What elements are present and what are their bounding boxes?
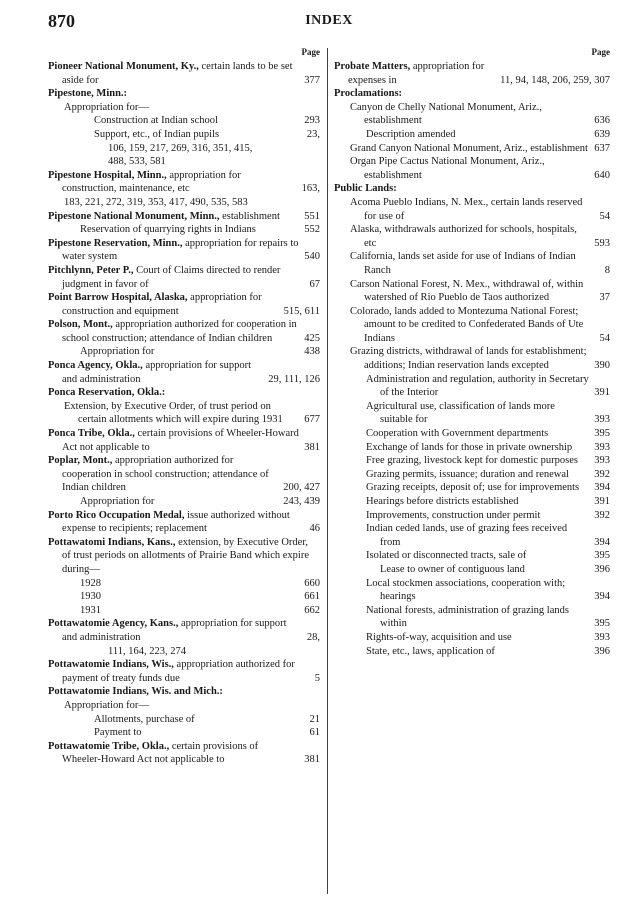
- index-entry: [48, 740, 320, 767]
- entry-text: [334, 196, 595, 223]
- entry-subject: appropriation authorized for payment of treaty funds due: [62, 659, 295, 684]
- page-reference: 46: [309, 523, 320, 535]
- entry-subject: Organ Pipe Cactus National Monument, Ariz., establishment: [350, 156, 545, 181]
- entry-text: [48, 196, 315, 210]
- index-entry: [334, 481, 610, 495]
- page-reference: 662: [304, 604, 320, 616]
- entry-text: [48, 101, 315, 115]
- entry-subject: Grazing receipts, deposit of; use for improvements: [366, 482, 580, 494]
- entry-heading: Pottawatomie Agency, Kans.,: [48, 618, 179, 630]
- index-entry: [334, 495, 610, 509]
- page-reference: 23,: [306, 128, 320, 140]
- entry-text: [334, 250, 600, 277]
- index-entry: [48, 685, 320, 699]
- index-entry: [334, 128, 610, 142]
- entry-text: [48, 740, 299, 767]
- entry-text: [334, 373, 589, 400]
- index-entry: [48, 495, 320, 509]
- entry-subject: Appropriation for—: [64, 699, 149, 711]
- left-column: [48, 46, 320, 767]
- entry-heading: Pottawatomie Indians, Wis.,: [48, 659, 174, 671]
- index-entry: [334, 441, 610, 455]
- entry-subject: Reservation of quarrying rights in Indians: [80, 224, 256, 236]
- entry-subject: Grazing permits, issuance; duration and renewal: [366, 468, 569, 480]
- index-entry: [334, 142, 610, 156]
- page-reference: 677: [304, 414, 320, 426]
- running-title: INDEX: [305, 13, 353, 28]
- index-entry: [48, 359, 320, 386]
- entry-text: [48, 237, 299, 264]
- index-entry: [48, 604, 320, 618]
- page-reference: 390: [594, 360, 610, 372]
- index-entry: [48, 699, 320, 713]
- entry-text: [334, 522, 589, 549]
- index-entry: [48, 101, 320, 115]
- entry-text: [334, 509, 589, 523]
- index-entry: [48, 658, 320, 685]
- entry-heading: Public Lands:: [334, 183, 397, 195]
- index-entry: [334, 182, 610, 196]
- page-reference: 54: [599, 332, 610, 344]
- entry-subject: Appropriation for: [80, 496, 155, 507]
- index-entry: [48, 318, 320, 345]
- entry-subject: National forests, administration of grazing lands within: [366, 604, 569, 630]
- entry-heading: Proclamations:: [334, 88, 403, 100]
- entry-subject: appropriation for repairs to water system: [62, 237, 299, 263]
- entry-subject: Colorado, lands added to Montezuma National Forest; amount to be credited to Confederated Bands of Ute Indians: [350, 305, 584, 344]
- entry-text: [48, 699, 315, 713]
- page-reference: 29, 111, 126: [268, 373, 320, 385]
- index-entry: [334, 60, 610, 87]
- entry-text: [334, 549, 589, 563]
- index-entry: [48, 142, 320, 156]
- page-reference: 660: [304, 577, 320, 589]
- page-reference: 540: [304, 251, 320, 263]
- index-entry: [48, 454, 320, 495]
- entry-text: [334, 87, 605, 101]
- page-reference: 61: [309, 727, 320, 739]
- entry-heading: Ponca Agency, Okla.,: [48, 360, 143, 372]
- entry-subject: establishment: [219, 210, 280, 222]
- index-entry: [334, 645, 610, 659]
- index-entry: [48, 427, 320, 454]
- entry-subject: issue authorized without expense to recipients; replacement: [62, 509, 290, 535]
- page-reference: 639: [594, 128, 610, 140]
- entry-text: [48, 359, 263, 386]
- entry-subject: Lease to owner of contiguous land: [380, 563, 525, 575]
- index-entry: [334, 604, 610, 631]
- entry-subject: 1931: [80, 604, 101, 616]
- entry-text: [48, 685, 315, 699]
- page-reference: 381: [304, 754, 320, 766]
- entry-text: [48, 128, 302, 142]
- index-entry: [334, 101, 610, 128]
- entry-text: [334, 468, 589, 482]
- index-entry: [334, 373, 610, 400]
- entry-text: [48, 495, 278, 509]
- page-reference: 640: [594, 169, 610, 181]
- page-reference: 11, 94, 148, 206, 259, 307: [500, 74, 610, 86]
- entry-text: [48, 590, 299, 604]
- page-reference: 395: [594, 618, 610, 630]
- page-reference: 438: [304, 346, 320, 358]
- entry-subject: Grand Canyon National Monument, Ariz., establishment: [350, 142, 588, 154]
- index-entry: [334, 345, 610, 372]
- index-entry: [334, 468, 610, 482]
- entry-text: [334, 481, 589, 495]
- entry-text: [48, 155, 315, 169]
- entry-subject: Appropriation for—: [64, 101, 149, 113]
- entry-heading: Pottawatomi Indians, Kans.,: [48, 536, 176, 548]
- index-entry: [48, 291, 320, 318]
- entry-text: [48, 713, 305, 727]
- index-entry: [334, 549, 610, 563]
- right-page-label: Page: [591, 47, 610, 57]
- entry-text: [48, 223, 299, 237]
- entry-text: [334, 278, 595, 305]
- right-column: [334, 46, 610, 658]
- entry-subject: State, etc., laws, application of: [366, 645, 495, 657]
- index-entry: [334, 305, 610, 346]
- entry-heading: Point Barrow Hospital, Alaska,: [48, 292, 188, 304]
- entry-subject: Allotments, purchase of: [94, 713, 195, 725]
- entry-subject: Cooperation with Government departments: [366, 428, 549, 440]
- entry-subject: Alaska, withdrawals authorized for schools, hospitals, etc: [350, 224, 577, 249]
- entry-text: [334, 495, 589, 509]
- page-reference: 391: [594, 496, 610, 507]
- entry-subject: appropriation for construction and equipment: [62, 292, 262, 317]
- page-reference: 637: [594, 142, 610, 154]
- entry-text: [334, 223, 589, 250]
- entry-text: [48, 658, 310, 685]
- index-entry: [48, 169, 320, 196]
- entry-text: [334, 400, 589, 427]
- entry-subject: extension, by Executive Order, of trust periods on allotments of Prairie Band which expire during—: [62, 536, 309, 575]
- entry-text: [334, 563, 589, 577]
- page-reference: 391: [594, 387, 610, 399]
- page-reference: 381: [304, 441, 320, 453]
- index-entry: [48, 155, 320, 169]
- page-reference: 392: [594, 468, 610, 480]
- entry-subject: Agricultural use, classification of lands more suitable for: [366, 400, 555, 426]
- index-entry: [48, 400, 320, 427]
- entry-text: [334, 454, 589, 468]
- page-reference: 293: [304, 115, 320, 127]
- entry-text: [334, 101, 589, 128]
- entry-subject: Exchange of lands for those in private ownership: [366, 441, 573, 453]
- page-header: [48, 11, 610, 33]
- entry-subject: Rights-of-way, acquisition and use: [366, 631, 512, 643]
- entry-heading: Ponca Reservation, Okla.:: [48, 387, 166, 399]
- index-entry: [48, 509, 320, 536]
- entry-subject: appropriation for support and administration: [62, 360, 251, 385]
- entry-text: [48, 454, 278, 495]
- page-reference: 551: [304, 210, 320, 222]
- entry-subject: certain provisions of Wheeler-Howard Act not applicable to: [62, 428, 299, 453]
- entry-text: [48, 142, 315, 156]
- entry-text: [48, 604, 299, 618]
- index-entry: [48, 196, 320, 210]
- entry-subject: Isolated or disconnected tracts, sale of: [366, 550, 527, 562]
- index-entry: [48, 264, 320, 291]
- page-reference: 54: [599, 210, 610, 222]
- left-page-label: Page: [301, 47, 320, 57]
- entry-subject: appropriation authorized for cooperation in school construction; attendance of Indian children: [62, 319, 297, 344]
- page-reference: 200, 427: [283, 482, 320, 494]
- index-entry: [48, 60, 320, 87]
- index-entry: [334, 155, 610, 182]
- page-reference: 396: [594, 645, 610, 657]
- entry-subject: 111, 164, 223, 274: [108, 645, 186, 657]
- index-entry: [334, 577, 610, 604]
- entry-subject: Construction at Indian school: [94, 115, 218, 127]
- page-reference: 593: [594, 237, 610, 249]
- index-entry: [48, 645, 320, 659]
- index-entry: [334, 563, 610, 577]
- entry-subject: appropriation for construction, maintenance, etc: [62, 169, 241, 195]
- page-reference: 377: [304, 74, 320, 86]
- entry-text: [334, 631, 589, 645]
- entry-text: [334, 142, 589, 156]
- page-reference: 396: [594, 563, 610, 575]
- page-reference: 393: [594, 441, 610, 453]
- entry-text: [48, 318, 299, 345]
- entry-heading: Polson, Mont.,: [48, 319, 113, 331]
- index-entry: [334, 400, 610, 427]
- page-reference: 552: [304, 224, 320, 236]
- page-reference: 515, 611: [283, 305, 320, 317]
- page-reference: 8: [604, 264, 610, 276]
- entry-subject: Administration and regulation, authority in Secretary of the Interior: [366, 373, 589, 399]
- page-reference: 21: [309, 713, 320, 725]
- entry-heading: Pitchlynn, Peter P.,: [48, 264, 134, 276]
- entry-text: [334, 60, 495, 87]
- entry-subject: 1930: [80, 591, 101, 603]
- entry-text: [334, 604, 589, 631]
- entry-subject: Appropriation for: [80, 346, 155, 358]
- page-reference: 394: [594, 536, 610, 548]
- index-entry: [334, 278, 610, 305]
- entry-text: [334, 645, 589, 659]
- entry-text: [334, 427, 589, 441]
- column-divider: [327, 48, 328, 894]
- index-entry: [334, 522, 610, 549]
- entry-subject: Description amended: [366, 128, 456, 140]
- page-reference: 395: [594, 428, 610, 440]
- page-reference: 28,: [306, 631, 320, 643]
- entry-text: [48, 617, 302, 644]
- page-reference: 636: [594, 115, 610, 127]
- entry-subject: Free grazing, livestock kept for domestic purposes: [366, 455, 578, 467]
- index-entry: [48, 577, 320, 591]
- entry-text: [48, 264, 305, 291]
- entry-text: [48, 577, 299, 591]
- index-entry: [334, 250, 610, 277]
- entry-heading: Probate Matters,: [334, 61, 411, 72]
- index-entry: [334, 454, 610, 468]
- page-reference: 5: [314, 672, 320, 684]
- entry-text: [334, 128, 589, 142]
- page-reference: 37: [599, 292, 610, 304]
- entry-subject: Payment to: [94, 727, 142, 739]
- entry-subject: 488, 533, 581: [108, 156, 166, 168]
- entry-text: [48, 386, 315, 400]
- entry-subject: Indian ceded lands, use of grazing fees received from: [366, 523, 568, 548]
- index-entry: [48, 223, 320, 237]
- entry-heading: Pipestone Reservation, Minn.,: [48, 237, 183, 249]
- index-entry: [334, 223, 610, 250]
- entry-heading: Porto Rico Occupation Medal,: [48, 509, 185, 521]
- entry-text: [48, 536, 315, 577]
- index-entry: [48, 87, 320, 101]
- page-reference: 163,: [301, 183, 320, 195]
- entry-text: [334, 182, 605, 196]
- index-entry: [48, 386, 320, 400]
- page-reference: 393: [594, 455, 610, 467]
- entry-text: [48, 427, 299, 454]
- entry-text: [48, 291, 279, 318]
- entry-subject: appropriation authorized for cooperation in school construction; attendance of Indian children: [62, 455, 269, 494]
- entry-subject: Hearings before districts established: [366, 496, 519, 507]
- page-reference: 425: [304, 332, 320, 344]
- index-entry: [48, 536, 320, 577]
- entry-subject: Carson National Forest, N. Mex., withdrawal of, within watershed of Rio Pueblo de Taos authorized: [350, 278, 584, 304]
- page-reference: 661: [304, 591, 320, 603]
- index-entry: [334, 196, 610, 223]
- entry-text: [334, 577, 589, 604]
- entry-text: [48, 645, 315, 659]
- entry-text: [48, 87, 315, 101]
- entry-text: [48, 114, 299, 128]
- index-entry: [334, 87, 610, 101]
- index-entry: [334, 427, 610, 441]
- index-entry: [48, 128, 320, 142]
- entry-heading: Pottawatomie Tribe, Okla.,: [48, 740, 170, 752]
- entry-heading: Pipestone National Monument, Minn.,: [48, 210, 220, 222]
- index-entry: [334, 509, 610, 523]
- entry-text: [48, 509, 305, 536]
- entry-text: [48, 169, 297, 196]
- index-entry: [48, 713, 320, 727]
- entry-subject: Canyon de Chelly National Monument, Ariz., establishment: [350, 101, 542, 127]
- entry-heading: Poplar, Mont.,: [48, 455, 113, 467]
- page-reference: 393: [594, 631, 610, 643]
- page-reference: 392: [594, 509, 610, 521]
- page-reference: 243, 439: [283, 496, 320, 507]
- page-number: 870: [48, 11, 75, 31]
- index-entry: [48, 345, 320, 359]
- entry-subject: Support, etc., of Indian pupils: [94, 128, 220, 140]
- entry-subject: Court of Claims directed to render judgment in favor of: [62, 264, 281, 290]
- index-entry: [48, 237, 320, 264]
- entry-text: [48, 345, 299, 359]
- entry-subject: 106, 159, 217, 269, 316, 351, 415,: [108, 142, 253, 154]
- entry-heading: Pioneer National Monument, Ky.,: [48, 61, 199, 72]
- entry-subject: Acoma Pueblo Indians, N. Mex., certain lands reserved for use of: [350, 196, 583, 222]
- entry-subject: Improvements, construction under permit: [366, 509, 541, 521]
- index-entry: [334, 631, 610, 645]
- entry-subject: appropriation for support and administration: [62, 618, 287, 643]
- index-entry: [48, 210, 320, 224]
- index-entry: [48, 617, 320, 644]
- entry-heading: Pipestone, Minn.:: [48, 88, 128, 100]
- page-reference: 395: [594, 550, 610, 562]
- entry-subject: Grazing districts, withdrawal of lands for establishment; additions; Indian reservation lands excepted: [350, 346, 587, 372]
- index-entry: [48, 726, 320, 740]
- page-reference: 67: [309, 278, 320, 290]
- entry-heading: Pipestone Hospital, Minn.,: [48, 169, 167, 181]
- entry-subject: appropriation for expenses in: [348, 61, 485, 86]
- page-reference: 393: [594, 414, 610, 426]
- entry-text: [48, 400, 299, 427]
- page-reference: 394: [594, 591, 610, 603]
- entry-text: [48, 60, 299, 87]
- index-entry: [48, 114, 320, 128]
- page-reference: 394: [594, 482, 610, 494]
- entry-text: [48, 210, 299, 224]
- entry-subject: Local stockmen associations, cooperation with; hearings: [366, 577, 566, 603]
- entry-text: [334, 441, 589, 455]
- entry-subject: 1928: [80, 577, 101, 589]
- entry-heading: Ponca Tribe, Okla.,: [48, 428, 135, 440]
- entry-text: [334, 305, 595, 346]
- entry-subject: 183, 221, 272, 319, 353, 417, 490, 535, 583: [64, 196, 248, 208]
- entry-heading: Pottawatomie Indians, Wis. and Mich.:: [48, 686, 223, 698]
- entry-subject: Extension, by Executive Order, of trust period on certain allotments which will expire during 1931: [64, 400, 283, 426]
- entry-text: [48, 726, 305, 740]
- entry-text: [334, 345, 589, 372]
- entry-subject: certain provisions of Wheeler-Howard Act not applicable to: [62, 740, 259, 766]
- entry-subject: California, lands set aside for use of Indians of Indian Ranch: [350, 251, 576, 276]
- entry-text: [334, 155, 589, 182]
- index-entry: [48, 590, 320, 604]
- entry-subject: certain lands to be set aside for: [62, 61, 293, 86]
